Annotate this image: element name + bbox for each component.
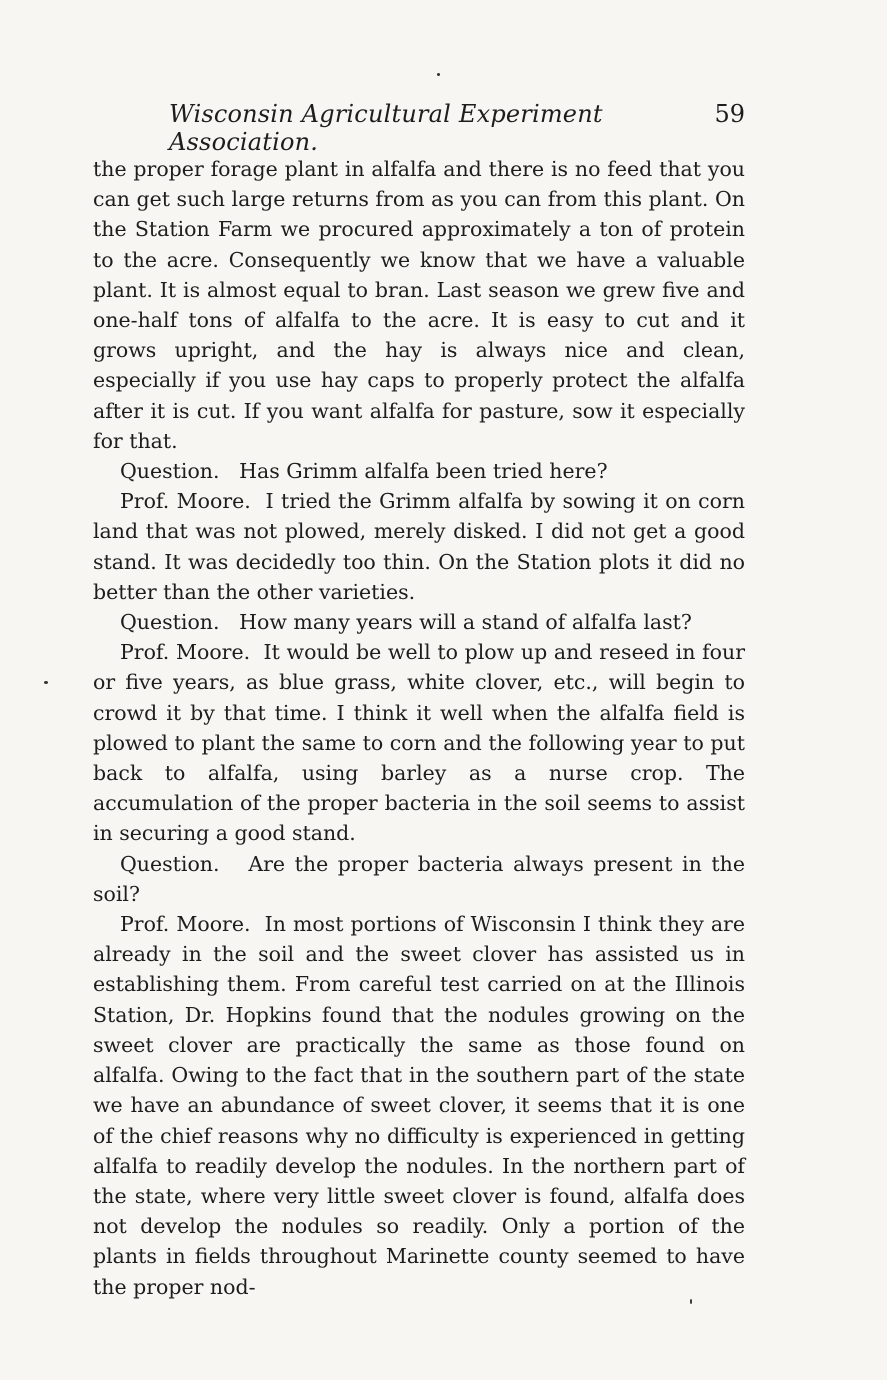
ink-speck	[437, 73, 440, 76]
speaker-label: Prof. Moore.	[120, 640, 251, 665]
paragraph-answer	[93, 486, 745, 607]
speaker-label: Question.	[120, 851, 220, 876]
paragraph-text: Has Grimm alfalfa been tried here?	[239, 459, 608, 484]
speaker-label: Question.	[120, 459, 220, 484]
paragraph-answer	[93, 637, 745, 848]
paragraph-text: the proper forage plant in alfalfa and there is no feed that you can get such large returns from as you can from this plant. On the Station Farm we procured approximately a ton of protein to the acre. Consequently we know that we have a valuable plant. It is almost equal to bran. Last season we grew five and one-half tons of alfalfa to the acre. It is easy to cut and it grows upright, and the hay is always nice and clean, especially if you use hay caps to properly protect the alfalfa after it is cut. If you want alfalfa for pasture, sow it especially for that.	[93, 157, 745, 453]
paragraph-question	[93, 849, 745, 909]
running-header	[93, 100, 745, 156]
running-title: Wisconsin Agricultural Experiment Association.	[169, 100, 603, 156]
paragraph-question	[93, 456, 745, 486]
speaker-label: Prof. Moore.	[120, 912, 251, 937]
page-number: 59	[714, 100, 745, 128]
paragraph-question	[93, 607, 745, 637]
speaker-label: Prof. Moore.	[120, 489, 251, 514]
ink-speck	[44, 681, 48, 684]
paragraph-answer	[93, 909, 745, 1302]
paragraph-text: It would be well to plow up and reseed in four or five years, as blue grass, white clover, etc., will begin to crowd it by that time. I think it well when the alfalfa field is plowed to plant the same to corn and the following year to put back to alfalfa, using barley as a nurse crop. The accumulation of the proper bacteria in the soil seems to assist in securing a good stand.	[93, 640, 746, 846]
paragraph-text: In most portions of Wisconsin I think they are already in the soil and the sweet clover has assisted us in establishing them. From careful test carried on at the Illinois Station, Dr. Hopkins found that the nodules growing on the sweet clover are practically the same as those found on alfalfa. Owing to the fact that in the southern part of the state we have an abundance of sweet clover, it seems that it is one of the chief reasons why no difficulty is experienced in getting alfalfa to readily develop the nodules. In the northern part of the state, where very little sweet clover is found, alfalfa does not develop the nodules so readily. Only a portion of the plants in fields throughout Marinette county seemed to have the proper nod-	[93, 912, 745, 1299]
paragraph-continued	[93, 154, 745, 456]
paragraph-text: How many years will a stand of alfalfa last?	[239, 610, 692, 635]
book-page	[93, 100, 745, 1302]
paragraph-text: Are the proper bacteria always present in the soil?	[93, 851, 745, 906]
speaker-label: Question.	[120, 610, 220, 635]
paragraph-text: I tried the Grimm alfalfa by sowing it on corn land that was not plowed, merely disked. I did not get a good stand. It was decidedly too thin. On the Station plots it did no better than the other varieties.	[93, 489, 745, 604]
